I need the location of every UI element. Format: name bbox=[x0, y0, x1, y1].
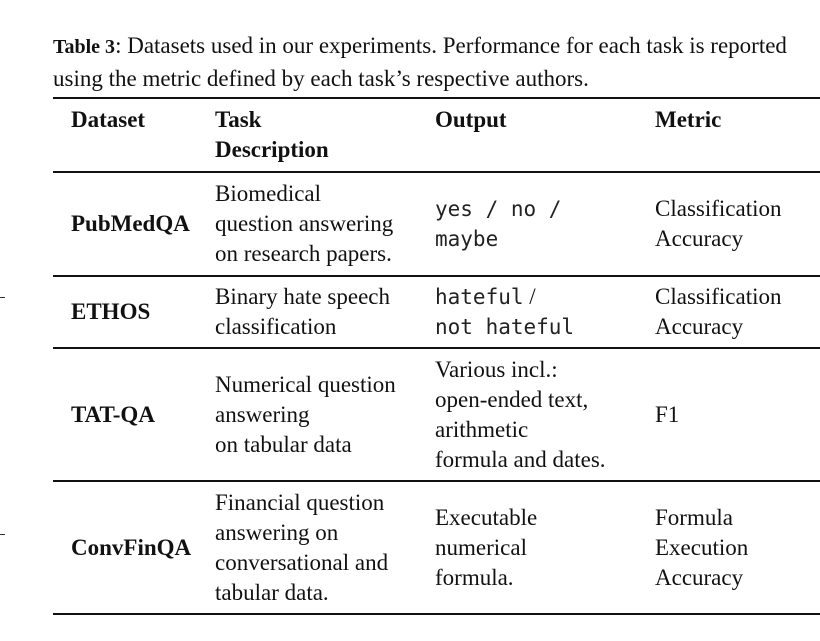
output-separator: / bbox=[523, 284, 536, 309]
table-row-convfinqa bbox=[53, 481, 820, 614]
table-row-tatqa bbox=[53, 348, 820, 481]
cell-metric: Classification Accuracy bbox=[655, 196, 782, 251]
cell-output: yes / no / maybe bbox=[435, 197, 562, 251]
cell-task: Binary hate speech classification bbox=[215, 284, 390, 339]
output-code-hateful: hateful bbox=[435, 285, 524, 309]
cell-output: Executable numerical formula. bbox=[435, 504, 538, 590]
table-label: Table 3 bbox=[53, 36, 116, 58]
caption-text: : Datasets used in our experiments. Performance for each task is reported using the metric defined by each task’s respective authors. bbox=[53, 33, 787, 91]
table-row-pubmedqa bbox=[53, 172, 820, 276]
cell-output: Various incl.: open-ended text, arithmetic formula and dates. bbox=[435, 356, 606, 472]
datasets-table bbox=[53, 97, 820, 615]
cell-task: Numerical question answering on tabular data bbox=[215, 371, 396, 457]
cell-task: Biomedical question answering on research papers. bbox=[215, 181, 394, 266]
cell-metric: Classification Accuracy bbox=[655, 284, 782, 339]
cell-dataset: TAT-QA bbox=[71, 401, 155, 427]
cell-dataset: PubMedQA bbox=[71, 211, 190, 236]
table-header-row bbox=[53, 98, 820, 172]
cell-dataset: ETHOS bbox=[71, 299, 151, 324]
header-metric: Metric bbox=[655, 107, 722, 132]
cell-task: Financial question answering on conversational and tabular data. bbox=[215, 489, 389, 605]
cell-dataset: ConvFinQA bbox=[71, 534, 192, 560]
cell-metric: F1 bbox=[655, 401, 680, 427]
margin-tick-mark bbox=[0, 534, 5, 535]
header-output: Output bbox=[435, 107, 507, 132]
cell-metric: Formula Execution Accuracy bbox=[655, 504, 749, 590]
table-row-ethos bbox=[53, 276, 820, 348]
header-task-description: Task Description bbox=[215, 107, 329, 162]
margin-tick-mark bbox=[0, 297, 5, 298]
header-dataset: Dataset bbox=[71, 107, 146, 132]
table-caption bbox=[53, 30, 813, 94]
output-code-not-hateful: not hateful bbox=[435, 315, 575, 339]
cell-output bbox=[435, 276, 655, 348]
